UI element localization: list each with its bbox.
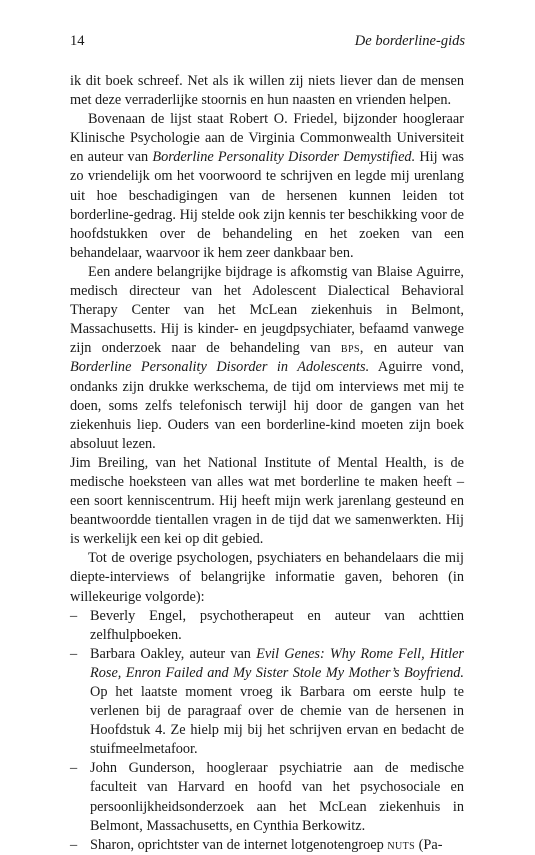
page-number: 14 [70, 33, 85, 49]
abbreviation: bps [340, 340, 360, 357]
text-run: Aguirre vond, ondanks zijn drukke werkschema, de tijd om interviews met mij te doen, soms zelfs telefonisch terwijl hij door de gangen van het ziekenhuis liep. Ouders van een borderline-kind moeten zijn boek absoluut lezen. [70, 359, 464, 452]
paragraph [70, 110, 464, 263]
paragraph [70, 263, 464, 454]
list-item [70, 759, 464, 835]
text-run: Op het laatste moment vroeg ik Barbara om eerste hulp te verlenen bij de paragraaf over de chemie van de hersenen in Hoofdstuk 4. Ze hielp mij bij het schrijven ervan en bedacht de stuifmeelmetafoor. [90, 684, 464, 758]
abbreviation: nuts [387, 836, 416, 853]
text-run: Beverly Engel, psychotherapeut en auteur van achttien zelfhulpboeken. [90, 607, 464, 643]
text-run: (Pa- [415, 836, 443, 853]
text-run: Barbara Oakley, auteur van [90, 645, 257, 662]
list-item [70, 836, 464, 855]
book-title: Borderline Personality Disorder in Adolescents. [70, 359, 370, 376]
page-header [70, 33, 465, 53]
paragraph: Jim Breiling, van het National Institute of Mental Health, is de medische hoeksteen van alles wat met borderline te maken heeft – een soort kenniscentrum. Hij heeft mijn werk jarenlang gesteund en beantwoordde tientallen vragen in de tijd dat we samenwerkten. Hij is werkelijk een kei op dit gebied. [70, 454, 464, 548]
body-text [70, 72, 464, 855]
running-title: De borderline-gids [354, 33, 465, 49]
paragraph: ik dit boek schreef. Net als ik willen zij niets liever dan de mensen met deze verraderlijke stoornis en hun naasten en vrienden helpen. [70, 73, 464, 109]
dash-bullet: – [70, 607, 78, 624]
contributor-list [70, 607, 464, 855]
list-item [70, 607, 464, 645]
text-run: , en auteur van [359, 340, 464, 357]
text-run: Bovenaan de lijst staat Robert O. Friedel, bijzonder hoogleraar Klinische Psychologie aan de Virginia Commonwealth Universiteit en auteur van [70, 111, 464, 166]
dash-bullet: – [70, 836, 78, 853]
text-run: John Gunderson, hoogleraar psychiatrie aan de medische faculteit van Harvard en hoofd van het psychosociale en persoonlijkheidsonderzoek aan het McLean ziekenhuis in Belmont, Massachusetts, en Cynthia Berkowitz. [90, 760, 464, 834]
text-run: Sharon, oprichtster van de internet lotgenotengroep [90, 836, 388, 853]
dash-bullet: – [70, 645, 78, 662]
list-item [70, 645, 464, 760]
text-run: Hij was zo vriendelijk om het voorwoord te schrijven en legde mij urenlang uit hoe beschadigingen van de hersenen kunnen leiden tot borderline-gedrag. Hij stelde ook zijn kennis ter beschikking voor de hoofdstukken over de behandeling en het zoeken van een behandelaar, waarvoor ik hem zeer dankbaar ben. [70, 149, 464, 261]
text-run: Een andere belangrijke bijdrage is afkomstig van Blaise Aguirre, medisch directeur van het Adolescent Dialectical Behavioral Therapy Center van het McLean ziekenhuis in Belmont, Massachusetts. Hij is kinder- en jeugdpsychiater, befaamd vanwege zijn onderzoek naar de behandeling van [70, 263, 464, 357]
paragraph: Tot de overige psychologen, psychiaters en behandelaars die mij diepte-interviews of belangrijke informatie gaven, behoren (in willekeurige volgorde): [70, 550, 464, 605]
book-title: Borderline Personality Disorder Demystified. [152, 149, 416, 166]
book-title: Evil Genes: Why Rome Fell, Hitler Rose, Enron Failed and My Sister Stole My Mother’s Boyfriend. [90, 645, 464, 681]
dash-bullet: – [70, 760, 78, 777]
